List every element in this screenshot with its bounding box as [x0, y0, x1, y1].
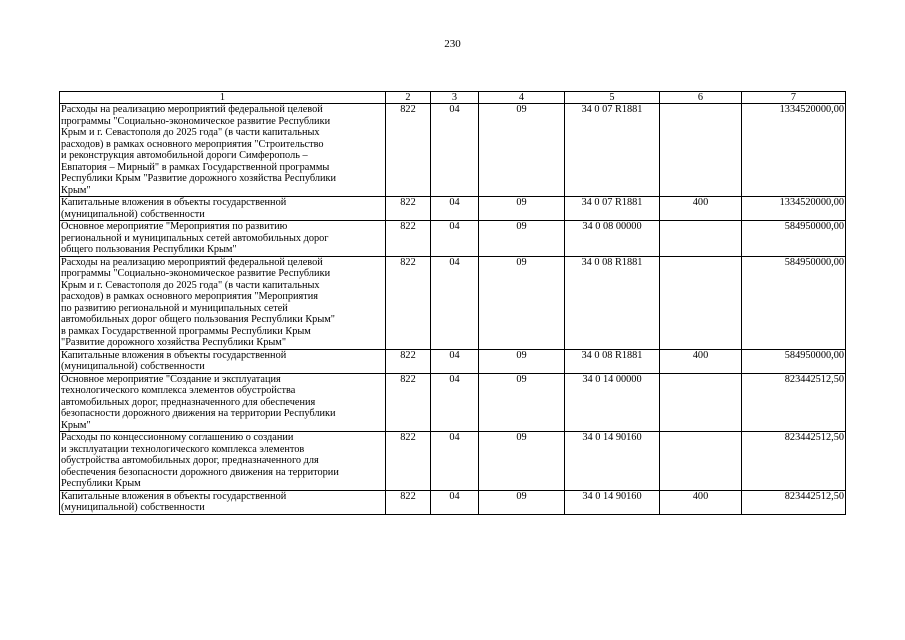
- description-line: Капитальные вложения в объекты государственной: [61, 349, 287, 361]
- target-article-code-cell: 34 0 07 R1881: [565, 197, 660, 221]
- table-row: [60, 349, 846, 373]
- description-line: Расходы на реализацию мероприятий федеральной целевой: [61, 256, 323, 268]
- admin-code-cell: 822: [386, 373, 431, 432]
- row-description: [60, 373, 386, 432]
- admin-code-cell: 822: [386, 349, 431, 373]
- target-article-code-cell: 34 0 08 00000: [565, 221, 660, 257]
- subsection-code-cell: 09: [479, 349, 565, 373]
- section-code-cell: 04: [431, 221, 479, 257]
- target-article-code-cell: 34 0 14 90160: [565, 432, 660, 491]
- expense-type-code-cell: [660, 221, 742, 257]
- section-code-cell: 04: [431, 490, 479, 514]
- description-line: Расходы на реализацию мероприятий федеральной целевой: [61, 104, 323, 115]
- row-description: [60, 490, 386, 514]
- target-article-code-cell: 34 0 14 00000: [565, 373, 660, 432]
- description-line: расходов) в рамках основного мероприятия "Строительство: [61, 138, 324, 150]
- description-line: Республики Крым: [61, 478, 141, 489]
- description-line: региональной и муниципальных сетей автомобильных дорог: [61, 232, 329, 244]
- amount-cell: 1334520000,00: [742, 197, 846, 221]
- subsection-code-cell: 09: [479, 221, 565, 257]
- admin-code-cell: 822: [386, 104, 431, 197]
- description-line: автомобильных дорог, предназначенного для обеспечения: [61, 396, 316, 408]
- subsection-code-cell: 09: [479, 197, 565, 221]
- description-line: (муниципальной) собственности: [61, 502, 205, 513]
- target-article-code-cell: 34 0 08 R1881: [565, 349, 660, 373]
- description-line: общего пользования Республики Крым": [61, 244, 237, 255]
- row-description: [60, 349, 386, 373]
- table-row: [60, 490, 846, 514]
- admin-code-cell: 822: [386, 256, 431, 349]
- description-line: программы "Социально-экономическое развитие Республики: [61, 115, 331, 127]
- expense-type-code-cell: [660, 373, 742, 432]
- amount-cell: 823442512,50: [742, 432, 846, 491]
- header-cell-2: 2: [386, 92, 431, 104]
- table-row: [60, 104, 846, 197]
- table-row: [60, 197, 846, 221]
- description-line: Основное мероприятие "Мероприятия по развитию: [61, 221, 288, 232]
- page-number: 230: [444, 38, 461, 50]
- section-code-cell: 04: [431, 349, 479, 373]
- header-cell-1: 1: [60, 92, 386, 104]
- budget-table: [59, 91, 846, 515]
- description-line: Евпатория – Мирный" в рамках Государственной программы: [61, 161, 330, 173]
- description-line: Капитальные вложения в объекты государственной: [61, 197, 287, 208]
- description-line: Крым и г. Севастополя до 2025 года" (в части капитальных: [61, 279, 320, 291]
- subsection-code-cell: 09: [479, 432, 565, 491]
- description-line: Крым и г. Севастополя до 2025 года" (в части капитальных: [61, 127, 320, 138]
- subsection-code-cell: 09: [479, 104, 565, 197]
- admin-code-cell: 822: [386, 197, 431, 221]
- amount-cell: 823442512,50: [742, 490, 846, 514]
- header-cell-7: 7: [742, 92, 846, 104]
- description-line: обустройства автомобильных дорог, предназначенного для: [61, 455, 319, 466]
- description-line: "Развитие дорожного хозяйства Республики Крым": [61, 337, 287, 348]
- description-line: и реконструкция автомобильной дороги Симферополь –: [61, 150, 308, 161]
- description-line: Крым": [61, 184, 91, 196]
- description-line: Основное мероприятие "Создание и эксплуатация: [61, 373, 281, 385]
- section-code-cell: 04: [431, 104, 479, 197]
- description-line: по развитию региональной и муниципальных сетей: [61, 302, 288, 314]
- subsection-code-cell: 09: [479, 256, 565, 349]
- description-line: в рамках Государственной программы Республики Крым: [61, 325, 311, 337]
- amount-cell: 584950000,00: [742, 349, 846, 373]
- amount-cell: 584950000,00: [742, 256, 846, 349]
- row-description: [60, 432, 386, 491]
- section-code-cell: 04: [431, 197, 479, 221]
- description-line: обеспечения безопасности дорожного движения на территории: [61, 466, 339, 478]
- table-row: [60, 432, 846, 491]
- expense-type-code-cell: 400: [660, 490, 742, 514]
- description-line: (муниципальной) собственности: [61, 208, 205, 220]
- subsection-code-cell: 09: [479, 373, 565, 432]
- header-cell-6: 6: [660, 92, 742, 104]
- target-article-code-cell: 34 0 07 R1881: [565, 104, 660, 197]
- admin-code-cell: 822: [386, 490, 431, 514]
- description-line: автомобильных дорог общего пользования Республики Крым": [61, 314, 335, 325]
- description-line: технологического комплекса элементов обустройства: [61, 385, 296, 396]
- description-line: Капитальные вложения в объекты государственной: [61, 490, 287, 502]
- admin-code-cell: 822: [386, 432, 431, 491]
- section-code-cell: 04: [431, 373, 479, 432]
- description-line: Крым": [61, 419, 91, 431]
- header-row: [60, 92, 846, 104]
- description-line: программы "Социально-экономическое развитие Республики: [61, 268, 331, 279]
- row-description: [60, 221, 386, 257]
- header-cell-5: 5: [565, 92, 660, 104]
- header-cell-3: 3: [431, 92, 479, 104]
- table-body: [60, 104, 846, 515]
- expense-type-code-cell: [660, 432, 742, 491]
- target-article-code-cell: 34 0 14 90160: [565, 490, 660, 514]
- section-code-cell: 04: [431, 256, 479, 349]
- row-description: [60, 197, 386, 221]
- description-line: Республики Крым "Развитие дорожного хозяйства Республики: [61, 173, 337, 184]
- description-line: и эксплуатации технологического комплекса элементов: [61, 443, 305, 455]
- admin-code-cell: 822: [386, 221, 431, 257]
- table-row: [60, 256, 846, 349]
- table-row: [60, 221, 846, 257]
- target-article-code-cell: 34 0 08 R1881: [565, 256, 660, 349]
- row-description: [60, 104, 386, 197]
- description-line: расходов) в рамках основного мероприятия "Мероприятия: [61, 291, 319, 302]
- header-cell-4: 4: [479, 92, 565, 104]
- expense-type-code-cell: [660, 104, 742, 197]
- expense-type-code-cell: [660, 256, 742, 349]
- amount-cell: 823442512,50: [742, 373, 846, 432]
- subsection-code-cell: 09: [479, 490, 565, 514]
- section-code-cell: 04: [431, 432, 479, 491]
- table-row: [60, 373, 846, 432]
- amount-cell: 1334520000,00: [742, 104, 846, 197]
- description-line: безопасности дорожного движения на территории Республики: [61, 408, 336, 419]
- amount-cell: 584950000,00: [742, 221, 846, 257]
- expense-type-code-cell: 400: [660, 349, 742, 373]
- description-line: Расходы по концессионному соглашению о создании: [61, 432, 294, 443]
- description-line: (муниципальной) собственности: [61, 361, 205, 372]
- row-description: [60, 256, 386, 349]
- expense-type-code-cell: 400: [660, 197, 742, 221]
